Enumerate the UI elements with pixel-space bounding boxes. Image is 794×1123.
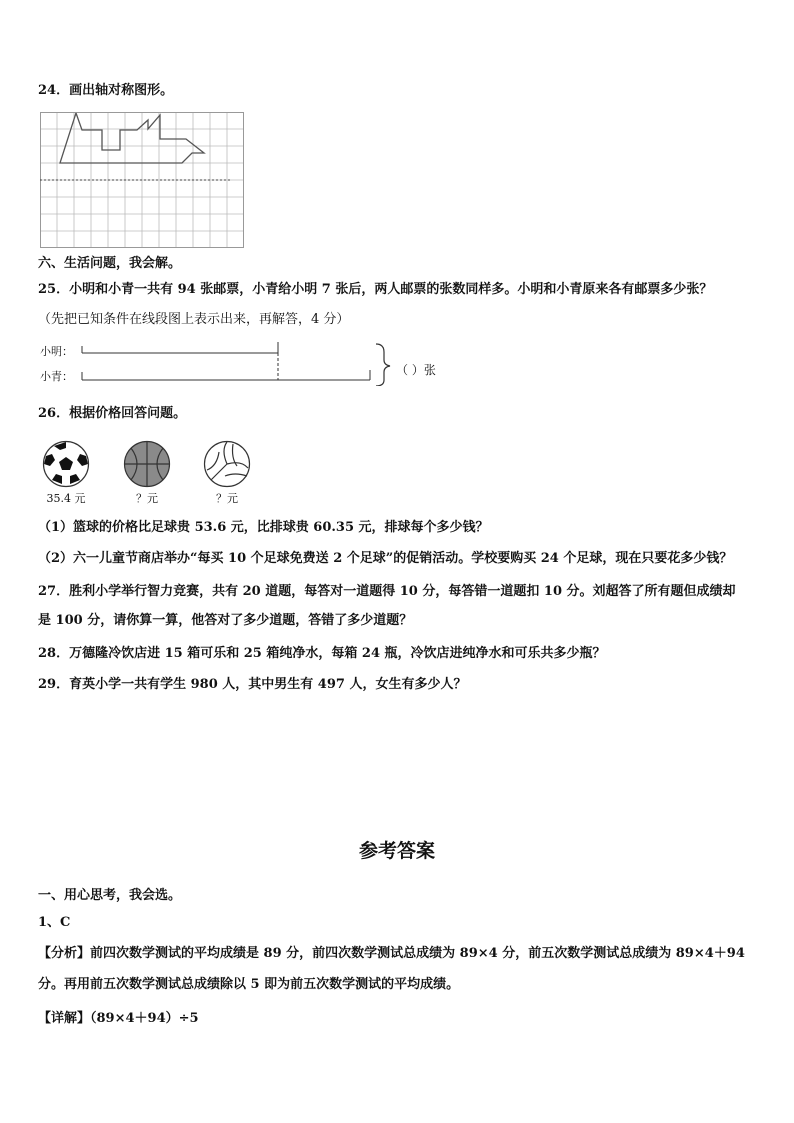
- basketball-price: ？元: [136, 492, 158, 505]
- answers-section1: 一、用心思考，我会选。: [38, 888, 182, 903]
- q28-text: 28．万德隆冷饮店进 15 箱可乐和 25 箱纯净水，每箱 24 瓶，冷饮店进纯净水和可乐共多少瓶？: [38, 646, 606, 661]
- q26-part1: （1）篮球的价格比足球贵 53.6 元，比排球贵 60.35 元，排球每个多少钱？: [38, 520, 489, 535]
- q24-title: 24．画出轴对称图形。: [38, 83, 174, 98]
- answers-item1: 1、C: [38, 915, 71, 930]
- segment-diagram: [78, 340, 398, 386]
- detail-line: 【详解】（89×4＋94）÷5: [38, 1011, 199, 1026]
- q27-line2: 是 100 分，请你算一算，他答对了多少道题，答错了多少道题？: [38, 613, 413, 628]
- soccer-price: 35.4 元: [46, 492, 86, 505]
- section6-heading: 六、生活问题，我会解。: [38, 256, 182, 271]
- soccer-ball-icon: [42, 440, 90, 488]
- analysis-line1: 【分析】前四次数学测试的平均成绩是 89 分，前四次数学测试总成绩为 89×4 分，前五次数学测试总成绩为 89×4＋94: [38, 946, 745, 961]
- q25-instruction: （先把已知条件在线段图上表示出来，再解答，4 分）: [38, 312, 350, 327]
- analysis-line2: 分。再用前五次数学测试总成绩除以 5 即为前五次数学测试的平均成绩。: [38, 977, 460, 992]
- q26-title: 26．根据价格回答问题。: [38, 406, 187, 421]
- label-xiaoqing: 小青：: [40, 370, 73, 383]
- basketball-icon: [123, 440, 171, 488]
- volleyball-icon: [203, 440, 251, 488]
- q27-line1: 27．胜利小学举行智力竞赛，共有 20 道题，每答对一道题得 10 分，每答错一道题扣 10 分。刘超答了所有题但成绩却: [38, 584, 736, 599]
- symmetry-grid: [40, 112, 244, 248]
- q29-text: 29．育英小学一共有学生 980 人，其中男生有 497 人，女生有多少人？: [38, 677, 467, 692]
- volleyball-price: ？元: [216, 492, 238, 505]
- q25-text: 25．小明和小青一共有 94 张邮票，小青给小明 7 张后，两人邮票的张数同样多。小明和小青原来各有邮票多少张？: [38, 282, 713, 297]
- q26-part2: （2）六一儿童节商店举办“每买 10 个足球免费送 2 个足球”的促销活动。学校要购买 24 个足球，现在只要花多少钱？: [38, 551, 733, 566]
- answer-blank: （ ）张: [396, 363, 436, 377]
- label-xiaoming: 小明：: [40, 345, 73, 358]
- answers-title: 参考答案: [358, 840, 435, 862]
- half-shape: [60, 113, 204, 163]
